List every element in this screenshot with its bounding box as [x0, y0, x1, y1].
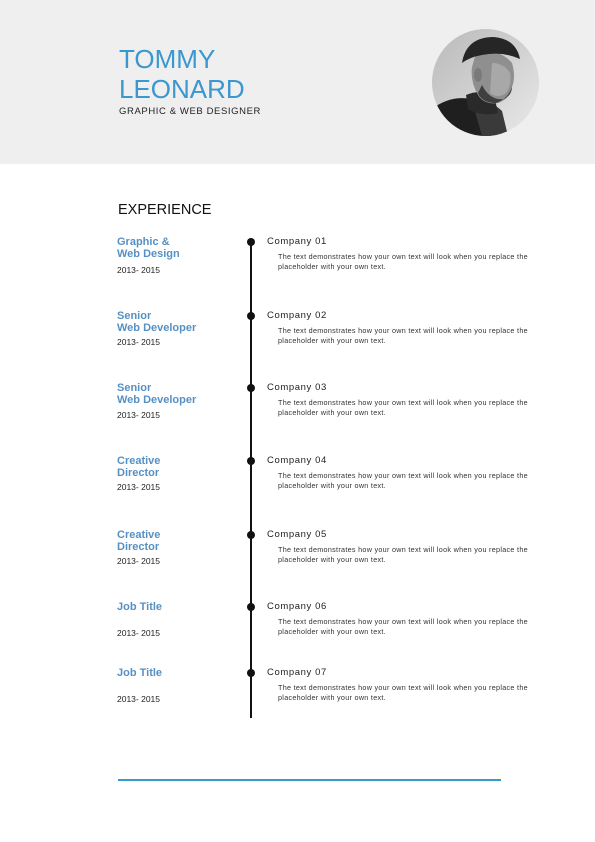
entry-dates: 2013- 2015: [117, 265, 161, 275]
profile-photo-illustration: [432, 29, 539, 136]
timeline-dot: [247, 603, 255, 611]
entry-company: Company 01: [267, 236, 327, 247]
entry-company: Company 06: [267, 601, 327, 612]
entry-company: Company 04: [267, 455, 327, 466]
entry-dates: 2013- 2015: [117, 556, 161, 566]
entry-dates: 2013- 2015: [117, 628, 161, 638]
entry-company: Company 02: [267, 310, 327, 321]
experience-heading: EXPERIENCE: [118, 202, 212, 218]
person-name: [119, 44, 245, 104]
entry-company: Company 03: [267, 382, 327, 393]
timeline-dot: [247, 457, 255, 465]
entry-description: The text demonstrates how your own text will look when you replace the placeholder with your own text.: [278, 252, 528, 271]
name-first: TOMMY: [119, 44, 216, 74]
experience-entry: [0, 601, 595, 661]
entry-company: Company 05: [267, 529, 327, 540]
experience-entry: [0, 382, 595, 442]
bottom-divider: [118, 779, 501, 781]
entry-role: Senior Web Developer: [117, 382, 197, 406]
entry-dates: 2013- 2015: [117, 337, 161, 347]
entry-description: The text demonstrates how your own text will look when you replace the placeholder with your own text.: [278, 617, 528, 636]
entry-dates: 2013- 2015: [117, 410, 161, 420]
entry-company: Company 07: [267, 667, 327, 678]
profile-photo: [432, 29, 539, 136]
entry-role: Creative Director: [117, 529, 161, 553]
timeline-dot: [247, 312, 255, 320]
timeline-dot: [247, 384, 255, 392]
experience-entry: [0, 236, 595, 296]
entry-role: Creative Director: [117, 455, 161, 479]
entry-description: The text demonstrates how your own text will look when you replace the placeholder with your own text.: [278, 471, 528, 490]
entry-description: The text demonstrates how your own text will look when you replace the placeholder with your own text.: [278, 326, 528, 345]
timeline-dot: [247, 531, 255, 539]
entry-role: Job Title: [117, 601, 163, 613]
job-title: GRAPHIC & WEB DESIGNER: [119, 106, 261, 117]
entry-description: The text demonstrates how your own text will look when you replace the placeholder with your own text.: [278, 398, 528, 417]
entry-description: The text demonstrates how your own text will look when you replace the placeholder with your own text.: [278, 545, 528, 564]
entry-dates: 2013- 2015: [117, 694, 161, 704]
entry-role: Senior Web Developer: [117, 310, 197, 334]
header-band: [0, 0, 595, 164]
entry-dates: 2013- 2015: [117, 482, 161, 492]
timeline-dot: [247, 238, 255, 246]
entry-description: The text demonstrates how your own text will look when you replace the placeholder with your own text.: [278, 683, 528, 702]
experience-entry: [0, 455, 595, 515]
name-last: LEONARD: [119, 74, 245, 104]
experience-entry: [0, 529, 595, 589]
experience-entry: [0, 310, 595, 370]
entry-role: Graphic & Web Design: [117, 236, 180, 260]
timeline-dot: [247, 669, 255, 677]
entry-role: Job Title: [117, 667, 163, 679]
experience-entry: [0, 667, 595, 727]
